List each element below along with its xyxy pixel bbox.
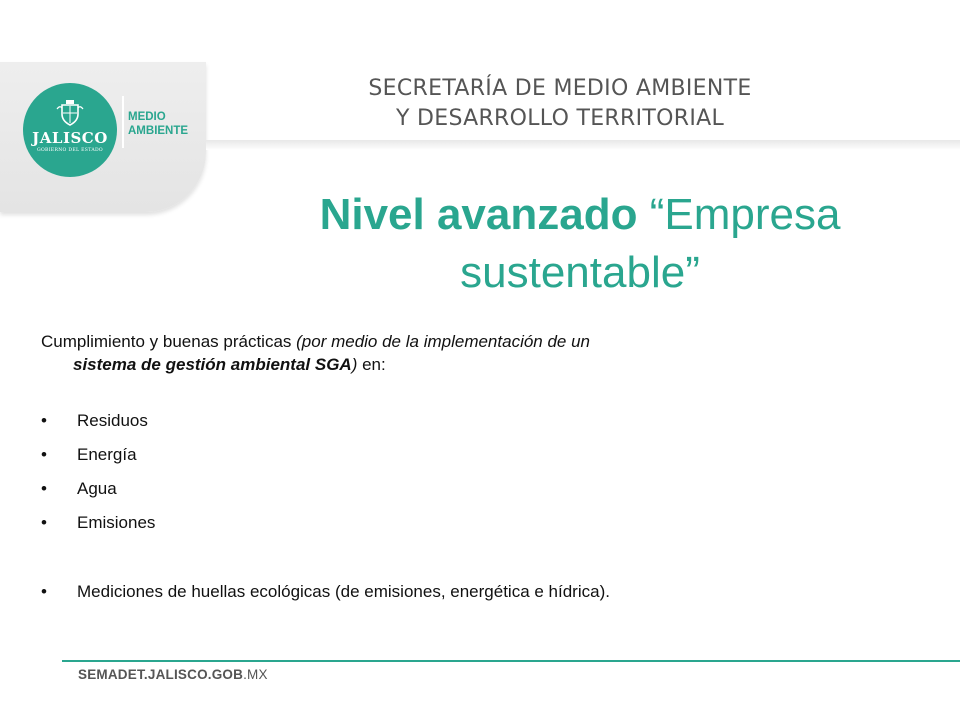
seal-subtitle: GOBIERNO DEL ESTADO xyxy=(36,148,103,153)
bullet-icon: • xyxy=(41,445,47,464)
intro-line1 xyxy=(41,330,841,353)
intro-part1: Cumplimiento y buenas prácticas xyxy=(41,332,297,351)
slide-title xyxy=(220,186,940,302)
list-item-label: Agua xyxy=(77,479,117,498)
list-item xyxy=(41,472,901,506)
title-rest: “Empresa xyxy=(637,190,841,239)
list-item xyxy=(41,575,901,609)
intro-part5: en: xyxy=(357,355,386,374)
bullet-icon: • xyxy=(41,513,47,532)
list-item-label: Residuos xyxy=(77,411,148,430)
coat-of-arms-icon xyxy=(56,99,84,127)
intro-part4: ) xyxy=(351,355,358,374)
seal-word: JALISCO xyxy=(32,129,108,147)
list-item xyxy=(41,404,901,438)
footer-url xyxy=(78,667,268,682)
logo-label xyxy=(128,110,188,138)
title-strong: Nivel avanzado xyxy=(319,190,638,239)
org-line1: SECRETARÍA DE MEDIO AMBIENTE xyxy=(368,76,752,101)
jalisco-seal xyxy=(23,83,117,177)
list-item-label: Emisiones xyxy=(77,513,156,532)
logo-divider xyxy=(122,96,124,148)
bullet-icon: • xyxy=(41,582,47,601)
org-line2: Y DESARROLLO TERRITORIAL xyxy=(395,106,725,131)
footer-url-part1: SEMADET. xyxy=(78,667,148,682)
list-item xyxy=(41,506,901,540)
logo-label-line1: MEDIO xyxy=(128,111,166,123)
org-name xyxy=(300,74,820,134)
bullet-icon: • xyxy=(41,411,47,430)
list-item-label: Energía xyxy=(77,445,137,464)
list-item-label: Mediciones de huellas ecológicas (de emisiones, energética e hídrica). xyxy=(77,582,610,601)
logo-label-line2: AMBIENTE xyxy=(128,125,189,137)
bullet-icon: • xyxy=(41,479,47,498)
footer-url-part3: .GOB xyxy=(207,667,244,682)
title-line1 xyxy=(220,186,940,244)
intro-paragraph xyxy=(41,330,841,376)
list-item xyxy=(41,438,901,472)
header-band xyxy=(206,140,960,150)
bullet-list xyxy=(41,404,901,609)
title-line2: sustentable” xyxy=(460,248,700,297)
footer-url-part2: JALISCO xyxy=(147,667,208,682)
intro-part2: (por medio de la implementación de un xyxy=(296,332,591,351)
intro-line2 xyxy=(41,353,841,376)
footer-divider xyxy=(62,660,960,662)
intro-part3: sistema de gestión ambiental SGA xyxy=(73,355,352,374)
footer-url-tld: .MX xyxy=(243,667,268,682)
